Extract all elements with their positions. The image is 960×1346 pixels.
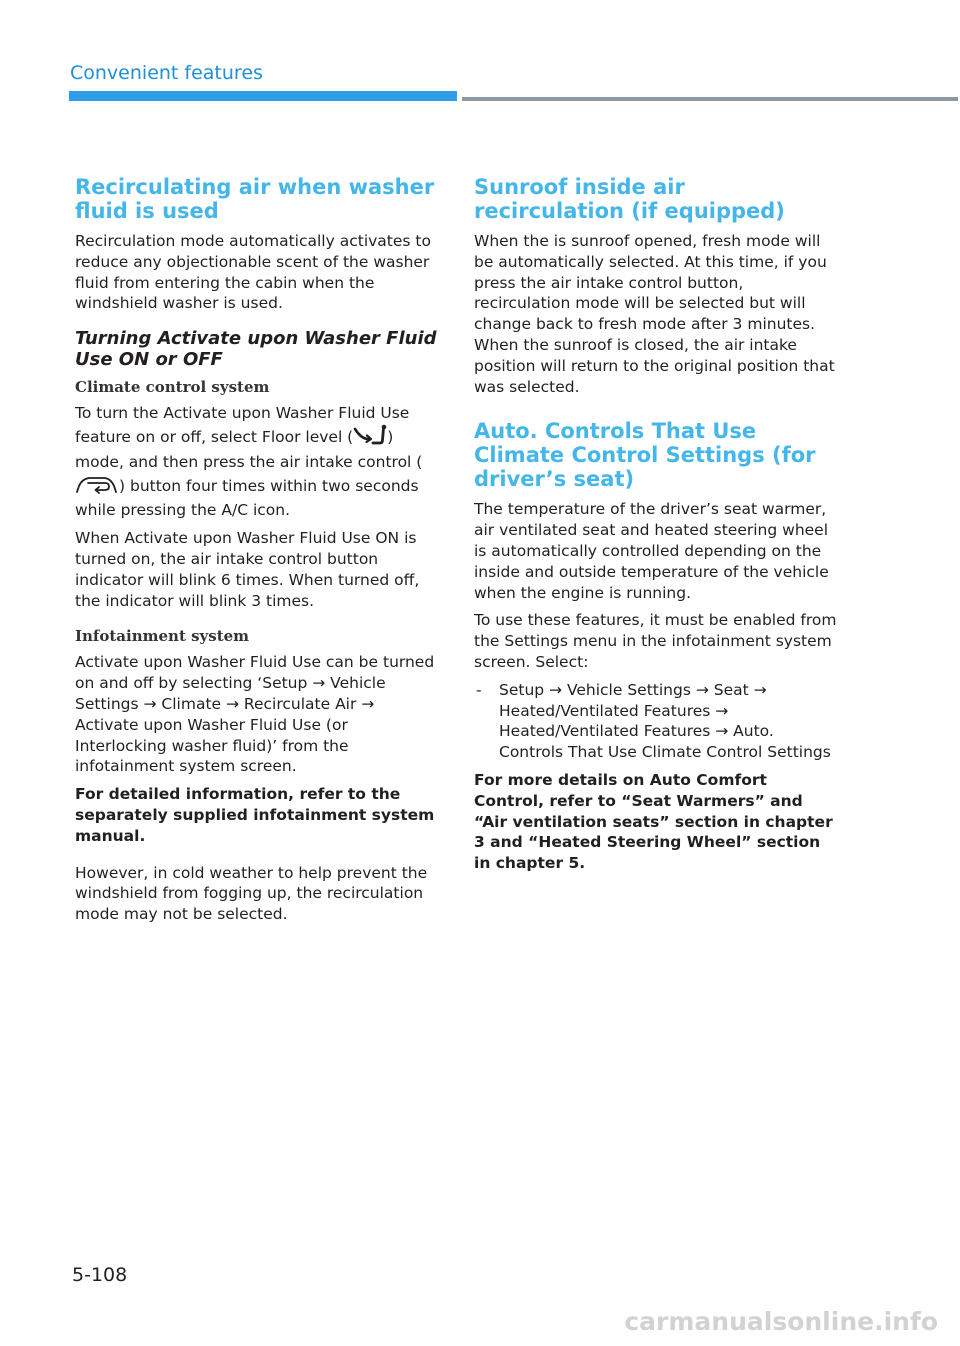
heading-infotainment-system: Infotainment system xyxy=(75,627,250,646)
settings-path-list xyxy=(474,680,838,763)
climate-p1-part1: To turn the Activate upon Washer Fluid Use feature on or off, select Floor level ( xyxy=(75,404,410,446)
sunroof-paragraph: When the is sunroof opened, fresh mode will be automatically selected. At this time, if you press the air intake control button, recirculation mode will be selected but will change back to fresh mode after 3 minutes. When the sunroof is closed, the air intake position will return to the original position that was selected. xyxy=(474,232,835,396)
recirculating-intro: Recirculation mode automatically activates to reduce any objectionable scent of the washer fluid from entering the cabin when the windshield washer is used. xyxy=(75,232,431,313)
header-rule-blue xyxy=(69,91,457,101)
auto-controls-paragraph-1: The temperature of the driver’s seat warmer, air ventilated seat and heated steering wheel is automatically controlled depending on the inside and outside temperature of the vehicle when the engine is running. xyxy=(474,500,829,602)
section-title: Convenient features xyxy=(70,62,263,84)
floor-mode-icon xyxy=(353,424,387,452)
auto-comfort-note: For more details on Auto Comfort Control, refer to “Seat Warmers” and “Air ventilation seats” section in chapter 3 and “Heated Steering Wheel” section in chapter 5. xyxy=(474,770,833,873)
heading-sunroof-recirculation: Sunroof inside air recirculation (if equipped) xyxy=(474,175,785,223)
cold-weather-paragraph: However, in cold weather to help prevent the windshield from fogging up, the recirculation mode may not be selected. xyxy=(75,863,428,924)
subheading-washer-fluid-toggle: Turning Activate upon Washer Fluid Use ON or OFF xyxy=(75,328,437,371)
heading-climate-control-system: Climate control system xyxy=(75,378,270,397)
heading-recirculating-washer: Recirculating air when washer fluid is used xyxy=(75,175,435,223)
climate-p1-part2: ) mode, and then press the air intake control ( xyxy=(75,427,423,471)
header-rule-gray xyxy=(462,97,958,101)
right-column xyxy=(474,175,838,881)
list-item xyxy=(474,680,838,763)
air-intake-recirculation-icon xyxy=(75,473,119,501)
heading-auto-controls: Auto. Controls That Use Climate Control Settings (for driver’s seat) xyxy=(474,419,816,492)
climate-p1-part3: ) button four times within two seconds while pressing the A/C icon. xyxy=(75,476,419,520)
climate-paragraph-2: When Activate upon Washer Fluid Use ON is turned on, the air intake control button indicator will blink 6 times. When turned off, the indicator will blink 3 times. xyxy=(75,529,420,610)
left-column xyxy=(75,175,439,932)
list-item-text: Setup → Vehicle Settings → Seat → Heated/Ventilated Features → Heated/Ventilated Features → Auto. Controls That Use Climate Control Settings xyxy=(499,680,831,762)
climate-paragraph-1 xyxy=(75,403,439,521)
infotainment-paragraph: Activate upon Washer Fluid Use can be turned on and off by selecting ‘Setup → Vehicle Settings → Climate → Recirculate Air → Activate upon Washer Fluid Use (or Interlocking washer fluid)’ from the infotainment system screen. xyxy=(75,653,435,776)
auto-controls-paragraph-2: To use these features, it must be enabled from the Settings menu in the infotainment system screen. Select: xyxy=(474,611,837,671)
page-number: 5-108 xyxy=(72,1264,128,1286)
infotainment-note: For detailed information, refer to the separately supplied infotainment system manual. xyxy=(75,785,435,845)
watermark: carmanualsonline.info xyxy=(624,1307,938,1336)
list-dash: - xyxy=(476,680,482,699)
